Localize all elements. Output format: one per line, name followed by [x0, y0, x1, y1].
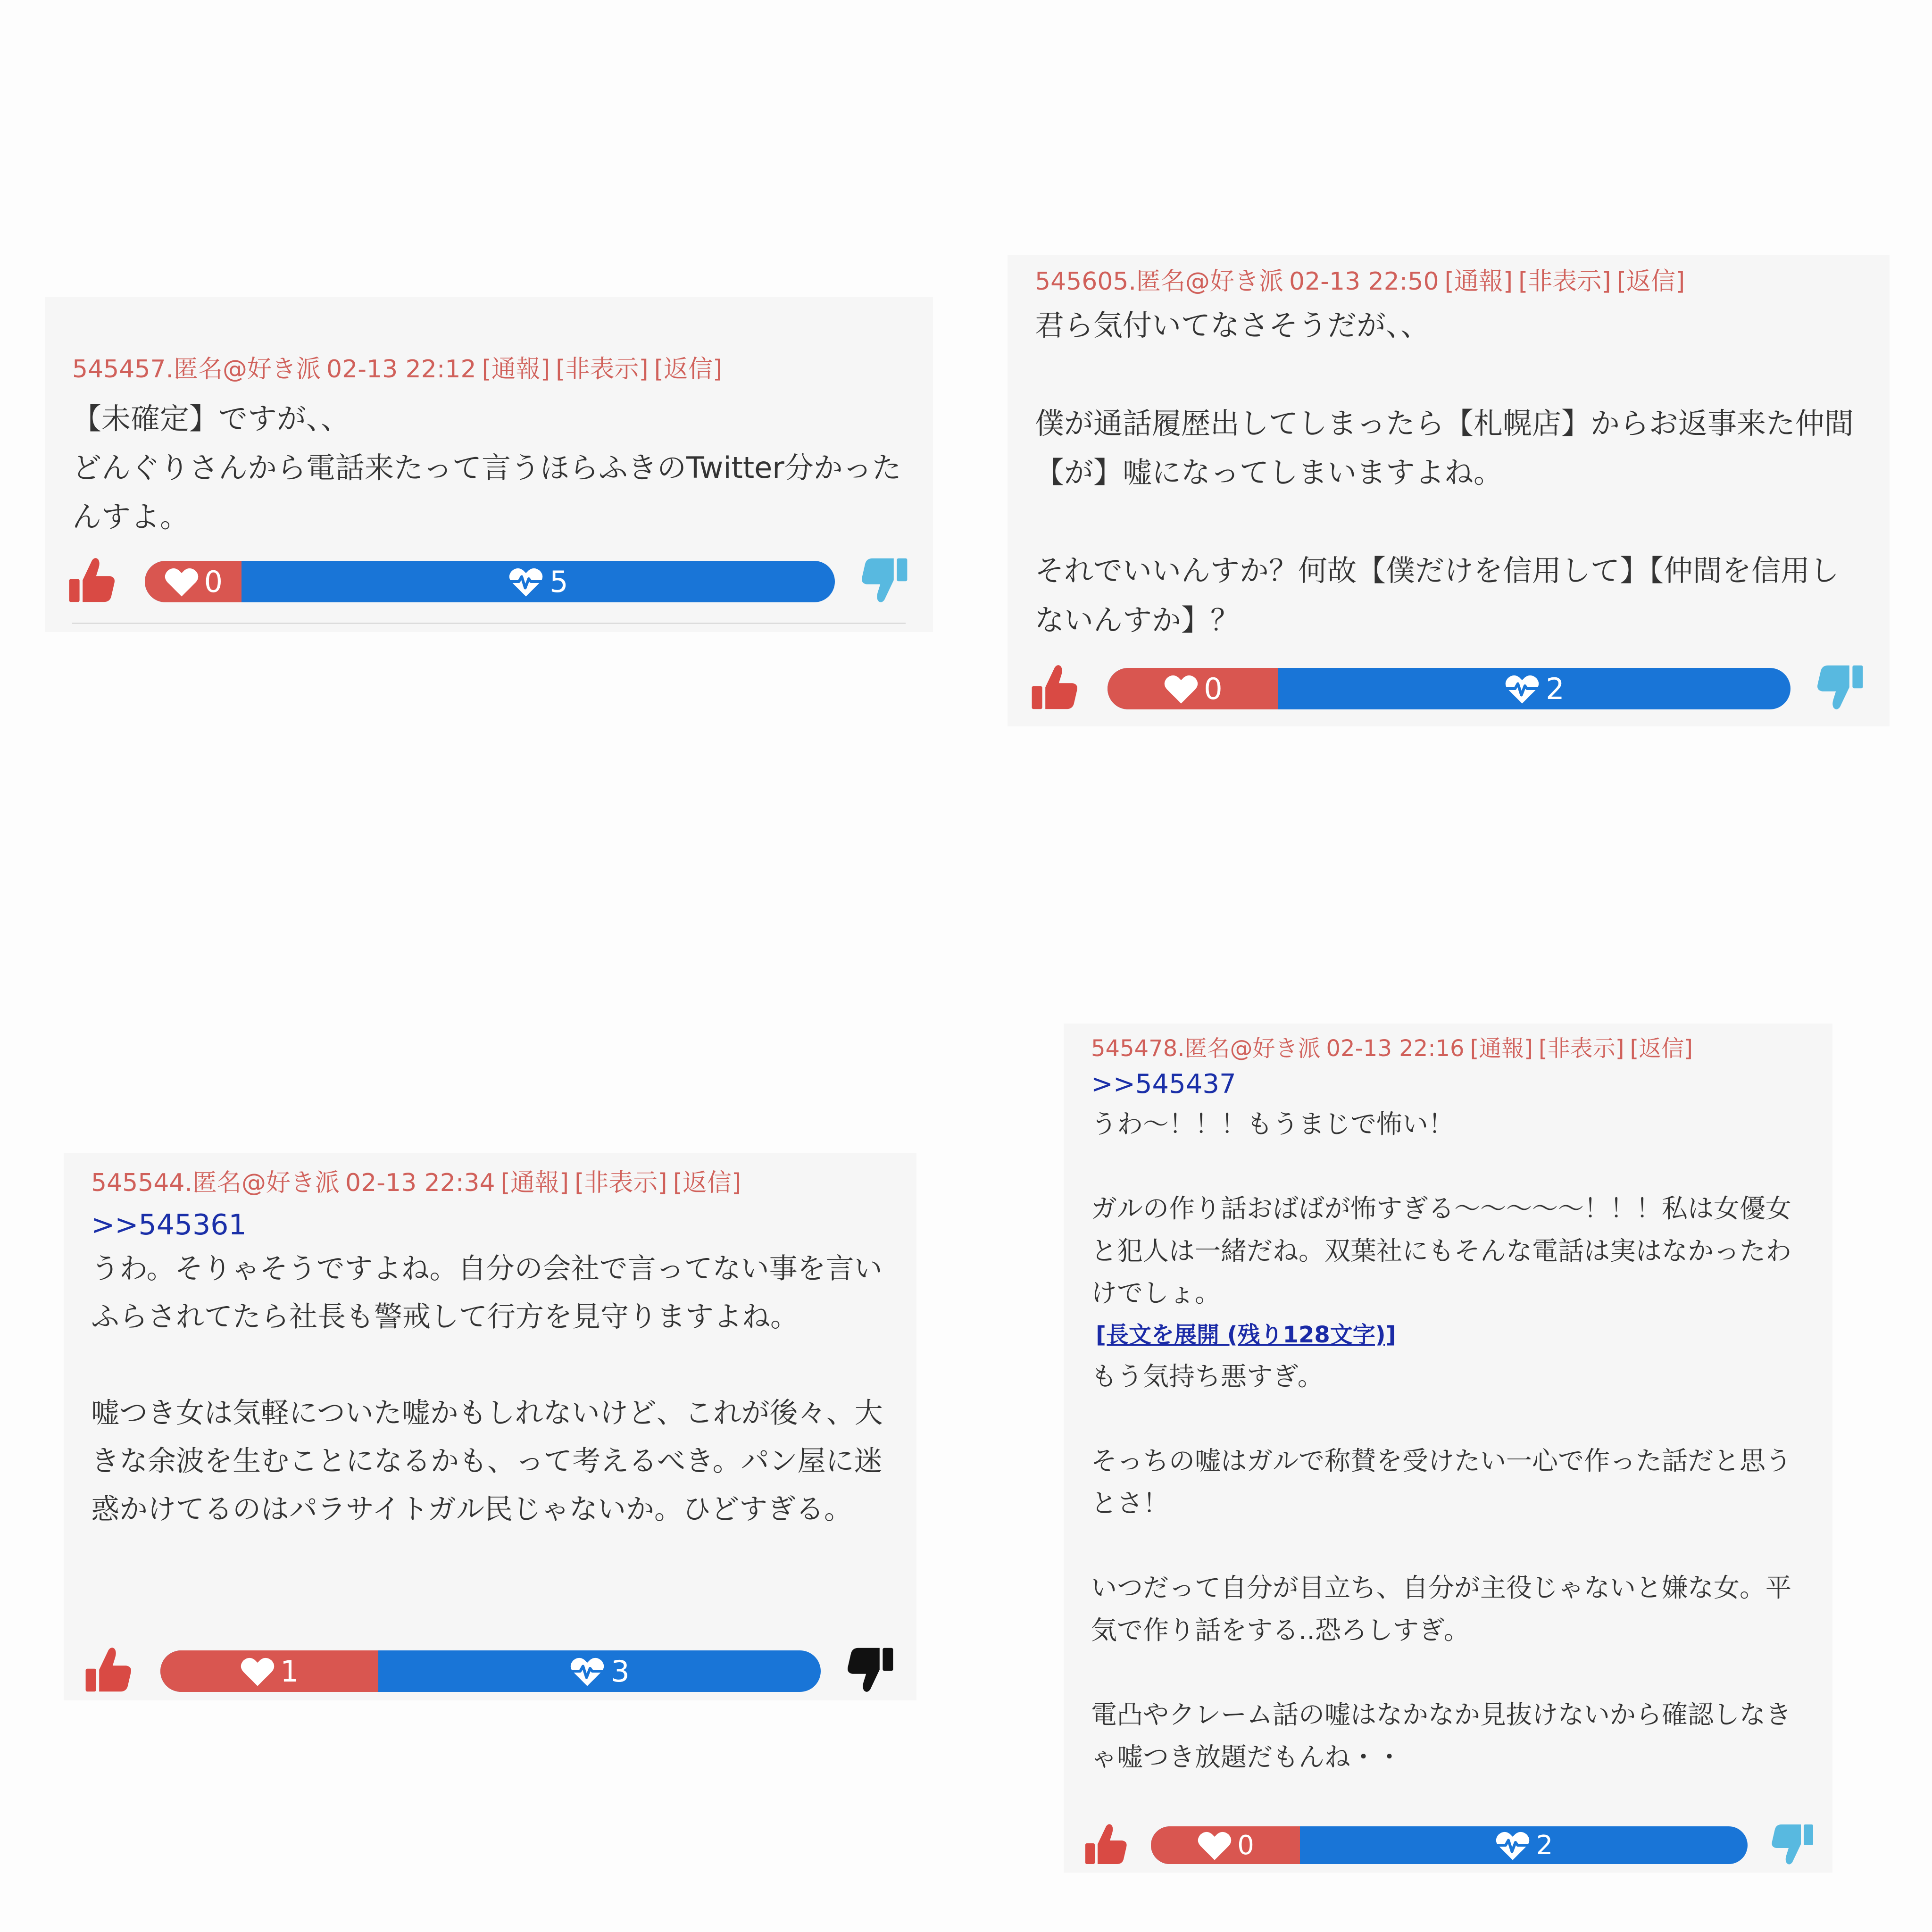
hide-link[interactable]: [非表示]	[1518, 267, 1611, 296]
report-link[interactable]: [通報]	[1470, 1035, 1533, 1062]
vote-row	[1064, 1821, 1832, 1868]
reply-link[interactable]: [返信]	[1630, 1035, 1693, 1062]
good-count: 0	[1204, 671, 1223, 706]
comment-card	[45, 297, 933, 632]
thumbs-down-icon[interactable]	[1814, 661, 1866, 713]
good-votes	[160, 1650, 378, 1692]
heartbeat-icon	[569, 1656, 605, 1687]
vote-row	[1008, 661, 1890, 713]
vote-bar	[160, 1650, 821, 1692]
bad-count: 2	[1546, 671, 1565, 706]
reply-link[interactable]: [返信]	[1616, 267, 1685, 296]
comment-number-name: 545544.匿名@好き派	[91, 1169, 340, 1197]
vote-row	[45, 554, 933, 606]
bad-votes	[378, 1650, 821, 1692]
divider	[72, 623, 906, 624]
thumbs-up-icon[interactable]	[1083, 1821, 1130, 1868]
hide-link[interactable]: [非表示]	[575, 1169, 667, 1197]
vote-bar	[1151, 1826, 1748, 1864]
hide-link[interactable]: [非表示]	[556, 355, 649, 383]
reply-link[interactable]: [返信]	[654, 355, 723, 383]
good-count: 0	[1237, 1830, 1254, 1861]
heart-icon	[164, 566, 200, 597]
comment-number-name: 545605.匿名@好き派	[1035, 267, 1284, 296]
comment-datetime: 02-13 22:34	[345, 1169, 495, 1197]
report-link[interactable]: [通報]	[1444, 267, 1513, 296]
vote-row	[64, 1644, 916, 1696]
comment-body: うわ～！！！もうまじで怖い！ ガルの作り話おばばが怖すぎる～～～～～！！！私は女優女と犯人は一緒だね。双葉社にもそんな電話は実はなかったわけでしょ。	[1091, 1108, 1792, 1308]
comment-datetime: 02-13 22:16	[1326, 1035, 1465, 1062]
comment-header	[91, 1167, 889, 1199]
heart-icon	[1163, 673, 1199, 704]
bad-votes	[242, 561, 835, 602]
good-count: 0	[204, 564, 223, 599]
hide-link[interactable]: [非表示]	[1539, 1035, 1624, 1062]
heartbeat-icon	[1495, 1830, 1531, 1861]
heart-icon	[1197, 1830, 1232, 1861]
heartbeat-icon	[508, 566, 544, 597]
comment-body: 【未確定】ですが、、 どんぐりさんから電話来たって言うほらふきのTwitter分かったんすよ。	[72, 401, 901, 534]
good-votes	[1151, 1826, 1300, 1864]
thumbs-up-icon[interactable]	[1029, 661, 1081, 713]
thumbs-down-icon[interactable]	[844, 1644, 896, 1696]
comment-number-name: 545478.匿名@好き派	[1091, 1035, 1321, 1062]
comment-header	[1035, 266, 1862, 298]
reply-anchor-link[interactable]: >>545437	[1091, 1069, 1236, 1100]
comment-datetime: 02-13 22:12	[326, 355, 476, 383]
bad-count: 5	[550, 564, 568, 599]
thumbs-down-icon[interactable]	[858, 554, 910, 606]
comment-header	[72, 354, 906, 386]
comment-body: うわ。そりゃそうですよね。自分の会社で言ってない事を言いふらされてたら社長も警戒して行方を見守りますよね。 嘘つき女は気軽についた嘘かもしれないけど、これが後々、大きな余波を生むことになるかも、って考えるべき。パン屋に迷惑かけてるのはパラサイトガル民じゃないか。ひどすぎる。	[91, 1252, 883, 1526]
bad-votes	[1278, 668, 1790, 709]
comment-card	[1008, 255, 1890, 726]
comment-card	[1064, 1024, 1832, 1873]
thumbs-down-icon[interactable]	[1769, 1821, 1816, 1868]
thumbs-up-icon[interactable]	[66, 554, 118, 606]
thumbs-up-icon[interactable]	[83, 1644, 134, 1696]
comment-card	[64, 1153, 916, 1700]
comment-body-continued: もう気持ち悪すぎ。 そっちの嘘はガルで称賛を受けたい一心で作った話だと思うとさ！ いつだって自分が目立ち、自分が主役じゃないと嫌な女。平気で作り話をする..恐ろしすぎ。 電凸やクレーム話の嘘はなかなか見抜けないから確認しなきゃ嘘つき放題だもんね・・	[1091, 1361, 1792, 1772]
heartbeat-icon	[1504, 673, 1540, 704]
reply-link[interactable]: [返信]	[673, 1169, 741, 1197]
good-votes	[1108, 668, 1278, 709]
comment-number-name: 545457.匿名@好き派	[72, 355, 321, 383]
heart-icon	[240, 1656, 275, 1687]
comment-header	[1091, 1034, 1805, 1063]
comment-body: 君ら気付いてなさそうだが、、 僕が通話履歴出してしまったら【札幌店】からお返事来た仲間【が】嘘になってしまいますよね。 それでいいんすか？何故【僕だけを信用して】【仲間を信用しないんすか】？	[1035, 308, 1854, 637]
vote-bar	[1108, 668, 1790, 709]
good-count: 1	[280, 1654, 299, 1689]
comment-datetime: 02-13 22:50	[1289, 267, 1439, 296]
bad-votes	[1300, 1826, 1748, 1864]
vote-bar	[145, 561, 835, 602]
reply-anchor-link[interactable]: >>545361	[91, 1208, 247, 1241]
bad-count: 2	[1536, 1830, 1553, 1861]
expand-long-text-link[interactable]: [長文を展開 (残り128文字)]	[1096, 1321, 1396, 1348]
bad-count: 3	[611, 1654, 630, 1689]
good-votes	[145, 561, 242, 602]
report-link[interactable]: [通報]	[500, 1169, 569, 1197]
report-link[interactable]: [通報]	[482, 355, 550, 383]
